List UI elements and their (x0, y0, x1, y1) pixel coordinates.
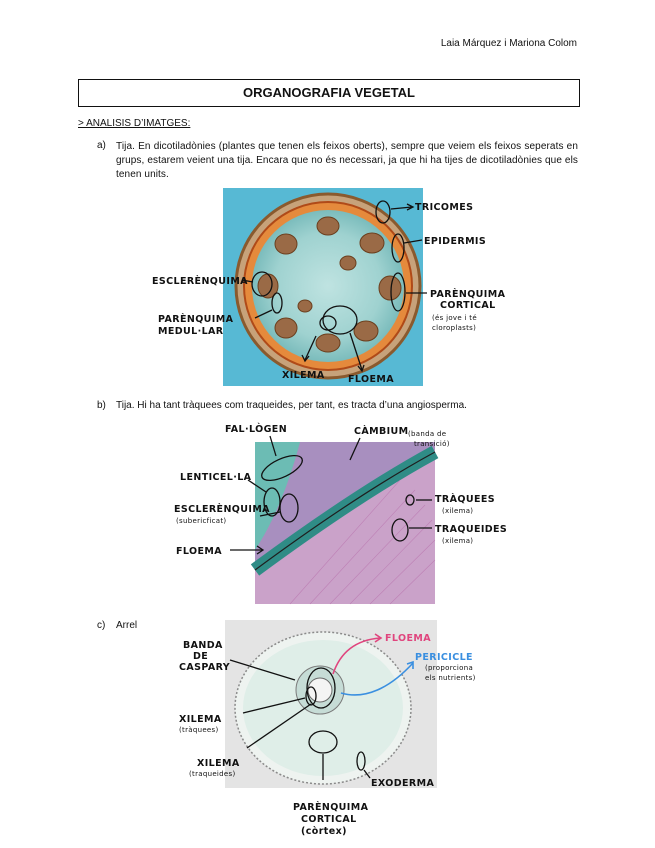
label-cambium-note-2: transició) (414, 440, 450, 448)
label-xilema-1-note: (tràquees) (179, 726, 219, 734)
label-banda-1: BANDA (183, 640, 223, 651)
label-parenquima-3: (còrtex) (301, 826, 347, 837)
label-parenquima-medullar-2: MEDUL·LAR (158, 326, 224, 337)
label-parenquima-medullar-1: PARÈNQUIMA (158, 314, 234, 325)
label-cortical: CORTICAL (440, 300, 496, 311)
author-name: Laia Márquez i Mariona Colom (440, 38, 577, 49)
page-title: ORGANOGRAFIA VEGETAL (78, 79, 580, 107)
section-heading: > ANALISIS D’IMATGES: (78, 118, 191, 129)
label-exoderma: EXODERMA (371, 778, 435, 789)
label-banda-3: CASPARY (179, 662, 231, 673)
label-lenticella: LENTICEL·LA (180, 472, 252, 483)
label-epidermis: EPIDERMIS (424, 236, 487, 247)
item-b-marker: b) (97, 400, 106, 411)
label-xilema-2-note: (traqueides) (189, 770, 236, 778)
label-esclerenquima: ESCLERÈNQUIMA (174, 504, 270, 515)
label-pericicle: PERICICLE (415, 652, 473, 663)
label-esclerenquima: ESCLERÈNQUIMA (152, 276, 248, 287)
item-a-text: Tija. En dicotiladònies (plantes que tenen els feixos oberts), sempre que veiem els feixos seperats en grups, estarem veient una tija. Encara que no és necessari, ja que hi ha tijes de dicotiladònies que els tenen units. (116, 141, 578, 180)
label-traquees: TRÀQUEES (435, 494, 495, 505)
label-cambium: CÀMBIUM (354, 426, 409, 437)
item-a-marker: a) (97, 140, 106, 151)
label-traqueides-note: (xilema) (442, 537, 474, 545)
label-parenquima-cortical: PARÈNQUIMA (430, 289, 506, 300)
figure-stem-cross-section (150, 188, 510, 388)
label-fallogen: FAL·LÒGEN (225, 424, 288, 435)
item-b-text: Tija. Hi ha tant tràquees com traqueides, per tant, es tracta d’una angiosperma. (116, 400, 467, 411)
label-xilema-1: XILEMA (179, 714, 222, 725)
label-floema: FLOEMA (176, 546, 222, 557)
label-tricomes: TRICOMES (415, 202, 474, 213)
label-pericicle-note-1: (proporciona (425, 664, 474, 672)
label-pericicle-note-2: els nutrients) (425, 674, 476, 682)
label-esclerenquima-note: (subericficat) (176, 517, 227, 525)
label-cambium-note-1: (banda de (408, 430, 447, 438)
figure-root-cross-section (175, 618, 495, 844)
label-xilema-2: XILEMA (197, 758, 240, 769)
label-traqueides: TRAQUEIDES (435, 524, 508, 535)
label-cortical-note-2: cloroplasts) (432, 324, 477, 332)
label-parenquima-1: PARÈNQUIMA (293, 802, 369, 813)
label-xilema: XILEMA (282, 370, 325, 381)
label-cortical-note-1: (és jove i té (432, 314, 477, 322)
label-floema: FLOEMA (348, 374, 394, 385)
label-floema: FLOEMA (385, 633, 431, 644)
label-traquees-note: (xilema) (442, 507, 474, 515)
label-parenquima-2: CORTICAL (301, 814, 357, 825)
figure-stem-secondary (170, 420, 530, 606)
label-banda-2: DE (193, 651, 209, 662)
item-c-text: Arrel (116, 620, 138, 631)
item-c-marker: c) (97, 620, 106, 631)
